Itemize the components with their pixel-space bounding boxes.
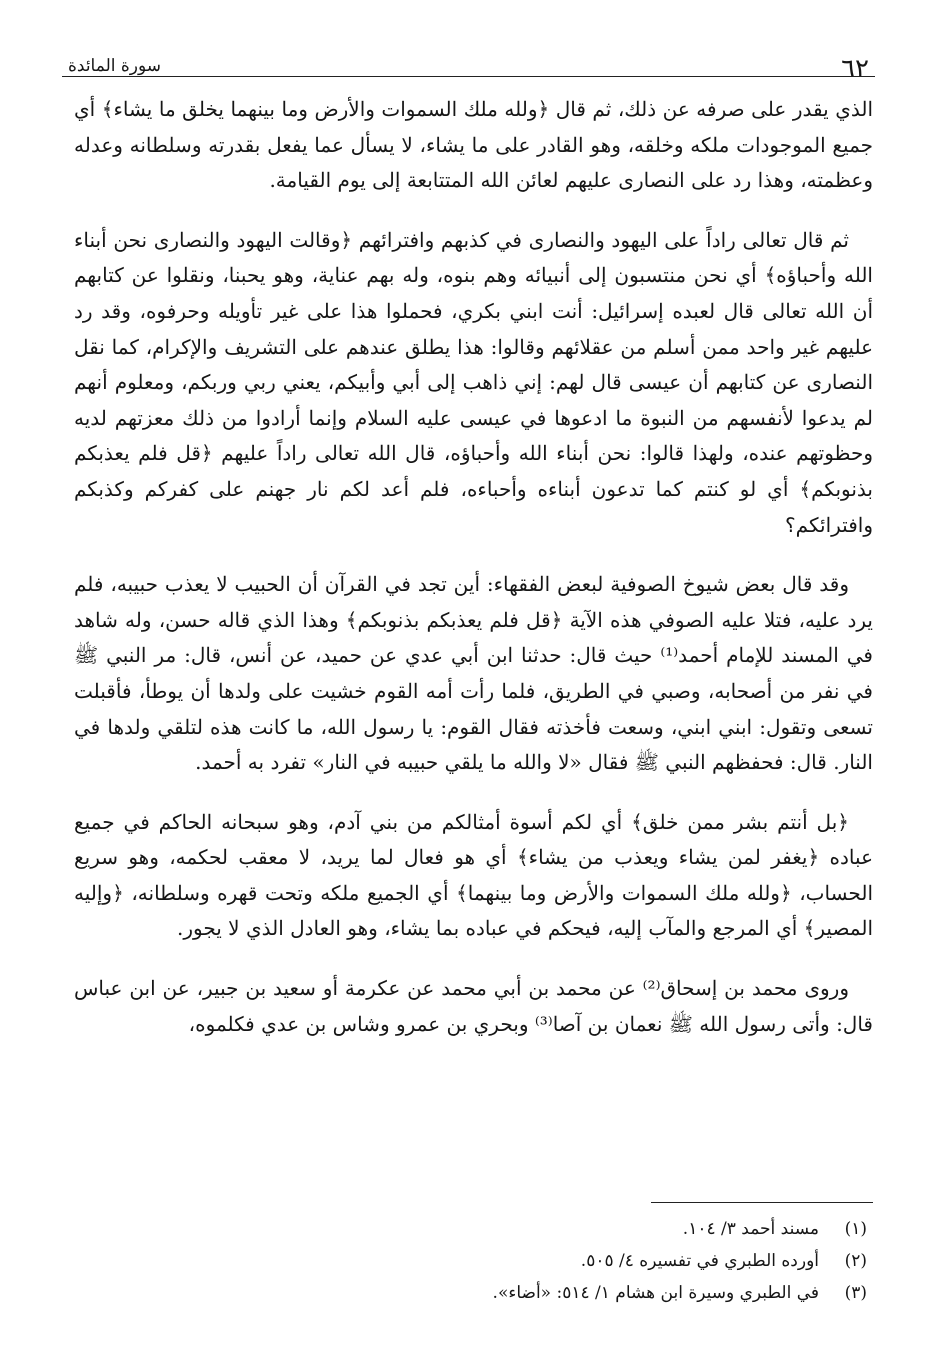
footnote-number: (٢) (844, 1251, 867, 1271)
footnote (74, 1213, 867, 1245)
paragraph: الذي يقدر على صرفه عن ذلك، ثم قال ﴿ولله ملك السموات والأرض وما بينهما يخلق ما يشاء﴾ أي جميع الموجودات ملكه وخلقه، وهو القادر على ما يشاء، لا يسأل عما يفعل بقدرته وسلطانه وعدله وعظمته، وهذا رد على النصارى عليهم لعائن الله المتتابعة إلى يوم القيامة. (74, 97, 874, 193)
footnote-text: أورده الطبري في تفسيره ٤/ ٥٠٥. (580, 1251, 819, 1271)
footnotes (74, 1213, 867, 1309)
footnote-number: (٣) (844, 1283, 867, 1303)
footnote (74, 1245, 867, 1277)
page-number: ٦٢ (841, 54, 869, 84)
main-text (74, 92, 873, 1066)
running-header (62, 50, 875, 82)
paragraph: وقد قال بعض شيوخ الصوفية لبعض الفقهاء: أين تجد في القرآن أن الحبيب لا يعذب حبيبه، فلم يرد عليه، فتلا عليه الصوفي هذه الآية ﴿قل فلم يعذبكم بذنوبكم﴾ وهذا الذي قاله حسن، وله شاهد في المسند للإمام أحمد⁽¹⁾ حيث قال: حدثنا ابن أبي عدي عن حميد، عن أنس، قال: مر النبي ﷺ في نفر من أصحابه، وصبي في الطريق، فلما رأت أمه القوم خشيت على ولدها أن يوطأ، فأقبلت تسعى وتقول: ابني ابني، وسعت فأخذته فقال القوم: يا رسول الله، ما كانت هذه لتلقي ولدها في النار. قال: فحفظهم النبي ﷺ فقال «لا والله ما يلقي حبيبه في النار» تفرد به أحمد. (74, 572, 873, 775)
footnote-text: في الطبري وسيرة ابن هشام ١/ ٥١٤: «أضاء». (492, 1283, 819, 1303)
paragraph: ثم قال تعالى راداً على اليهود والنصارى في كذبهم وافترائهم ﴿وقالت اليهود والنصارى نحن أبناء الله وأحباؤه﴾ أي نحن منتسبون إلى أنبيائه وهم بنوه، وله بهم عناية، وهو يحبنا، ونقلوا عن كتابهم أن الله تعالى قال لعبده إسرائيل: أنت ابني بكري، فحملوا هذا على غير تأويله وحرفوه، وقد رد عليهم غير واحد ممن أسلم من عقلائهم وقالوا: هذا يطلق عندهم على التشريف والإكرام، كما نقل النصارى عن كتابهم أن عيسى قال لهم: إني ذاهب إلى أبي وأبيكم، يعني ربي وربكم، ومعلوم أنهم لم يدعوا لأنفسهم من النبوة ما ادعوها في عيسى عليه السلام وإنما أرادوا من ذلك معزتهم لديه وحظوتهم عنده، ولهذا قالوا: نحن أبناء الله وأحباؤه، قال الله تعالى راداً عليهم ﴿قل فلم يعذبكم بذنوبكم﴾ أي لو كنتم كما تدعون أبناءه وأحباءه، فلم أعد لكم نار جهنم على كفركم وكذبكم وافترائكم؟ (74, 227, 873, 537)
footnote-number: (١) (844, 1219, 867, 1239)
footnote-text: مسند أحمد ٣/ ١٠٤. (682, 1219, 819, 1239)
paragraph: ﴿بل أنتم بشر ممن خلق﴾ أي لكم أسوة أمثالكم من بني آدم، وهو سبحانه الحاكم في جميع عباده ﴿يغفر لمن يشاء ويعذب من يشاء﴾ أي هو فعال لما يريد، لا معقب لحكمه، وهو سريع الحساب، ﴿ولله ملك السموات والأرض وما بينهما﴾ أي الجميع ملكه وتحت قهره وسلطانه، ﴿وإليه المصير﴾ أي المرجع والمآب إليه، فيحكم في عباده بما يشاء، وهو العادل الذي لا يجور. (74, 809, 873, 941)
surah-title: سورة المائدة (68, 56, 162, 76)
paragraph: وروى محمد بن إسحاق⁽²⁾ عن محمد بن أبي محمد عن عكرمة أو سعيد بن جبير، عن ابن عباس قال: وأتى رسول الله ﷺ نعمان بن آصا⁽³⁾ وبحري بن عمرو وشاس بن عدي فكلموه، (74, 976, 873, 1036)
footnote (74, 1277, 867, 1309)
header-divider (62, 76, 875, 77)
footnote-divider (651, 1202, 873, 1203)
